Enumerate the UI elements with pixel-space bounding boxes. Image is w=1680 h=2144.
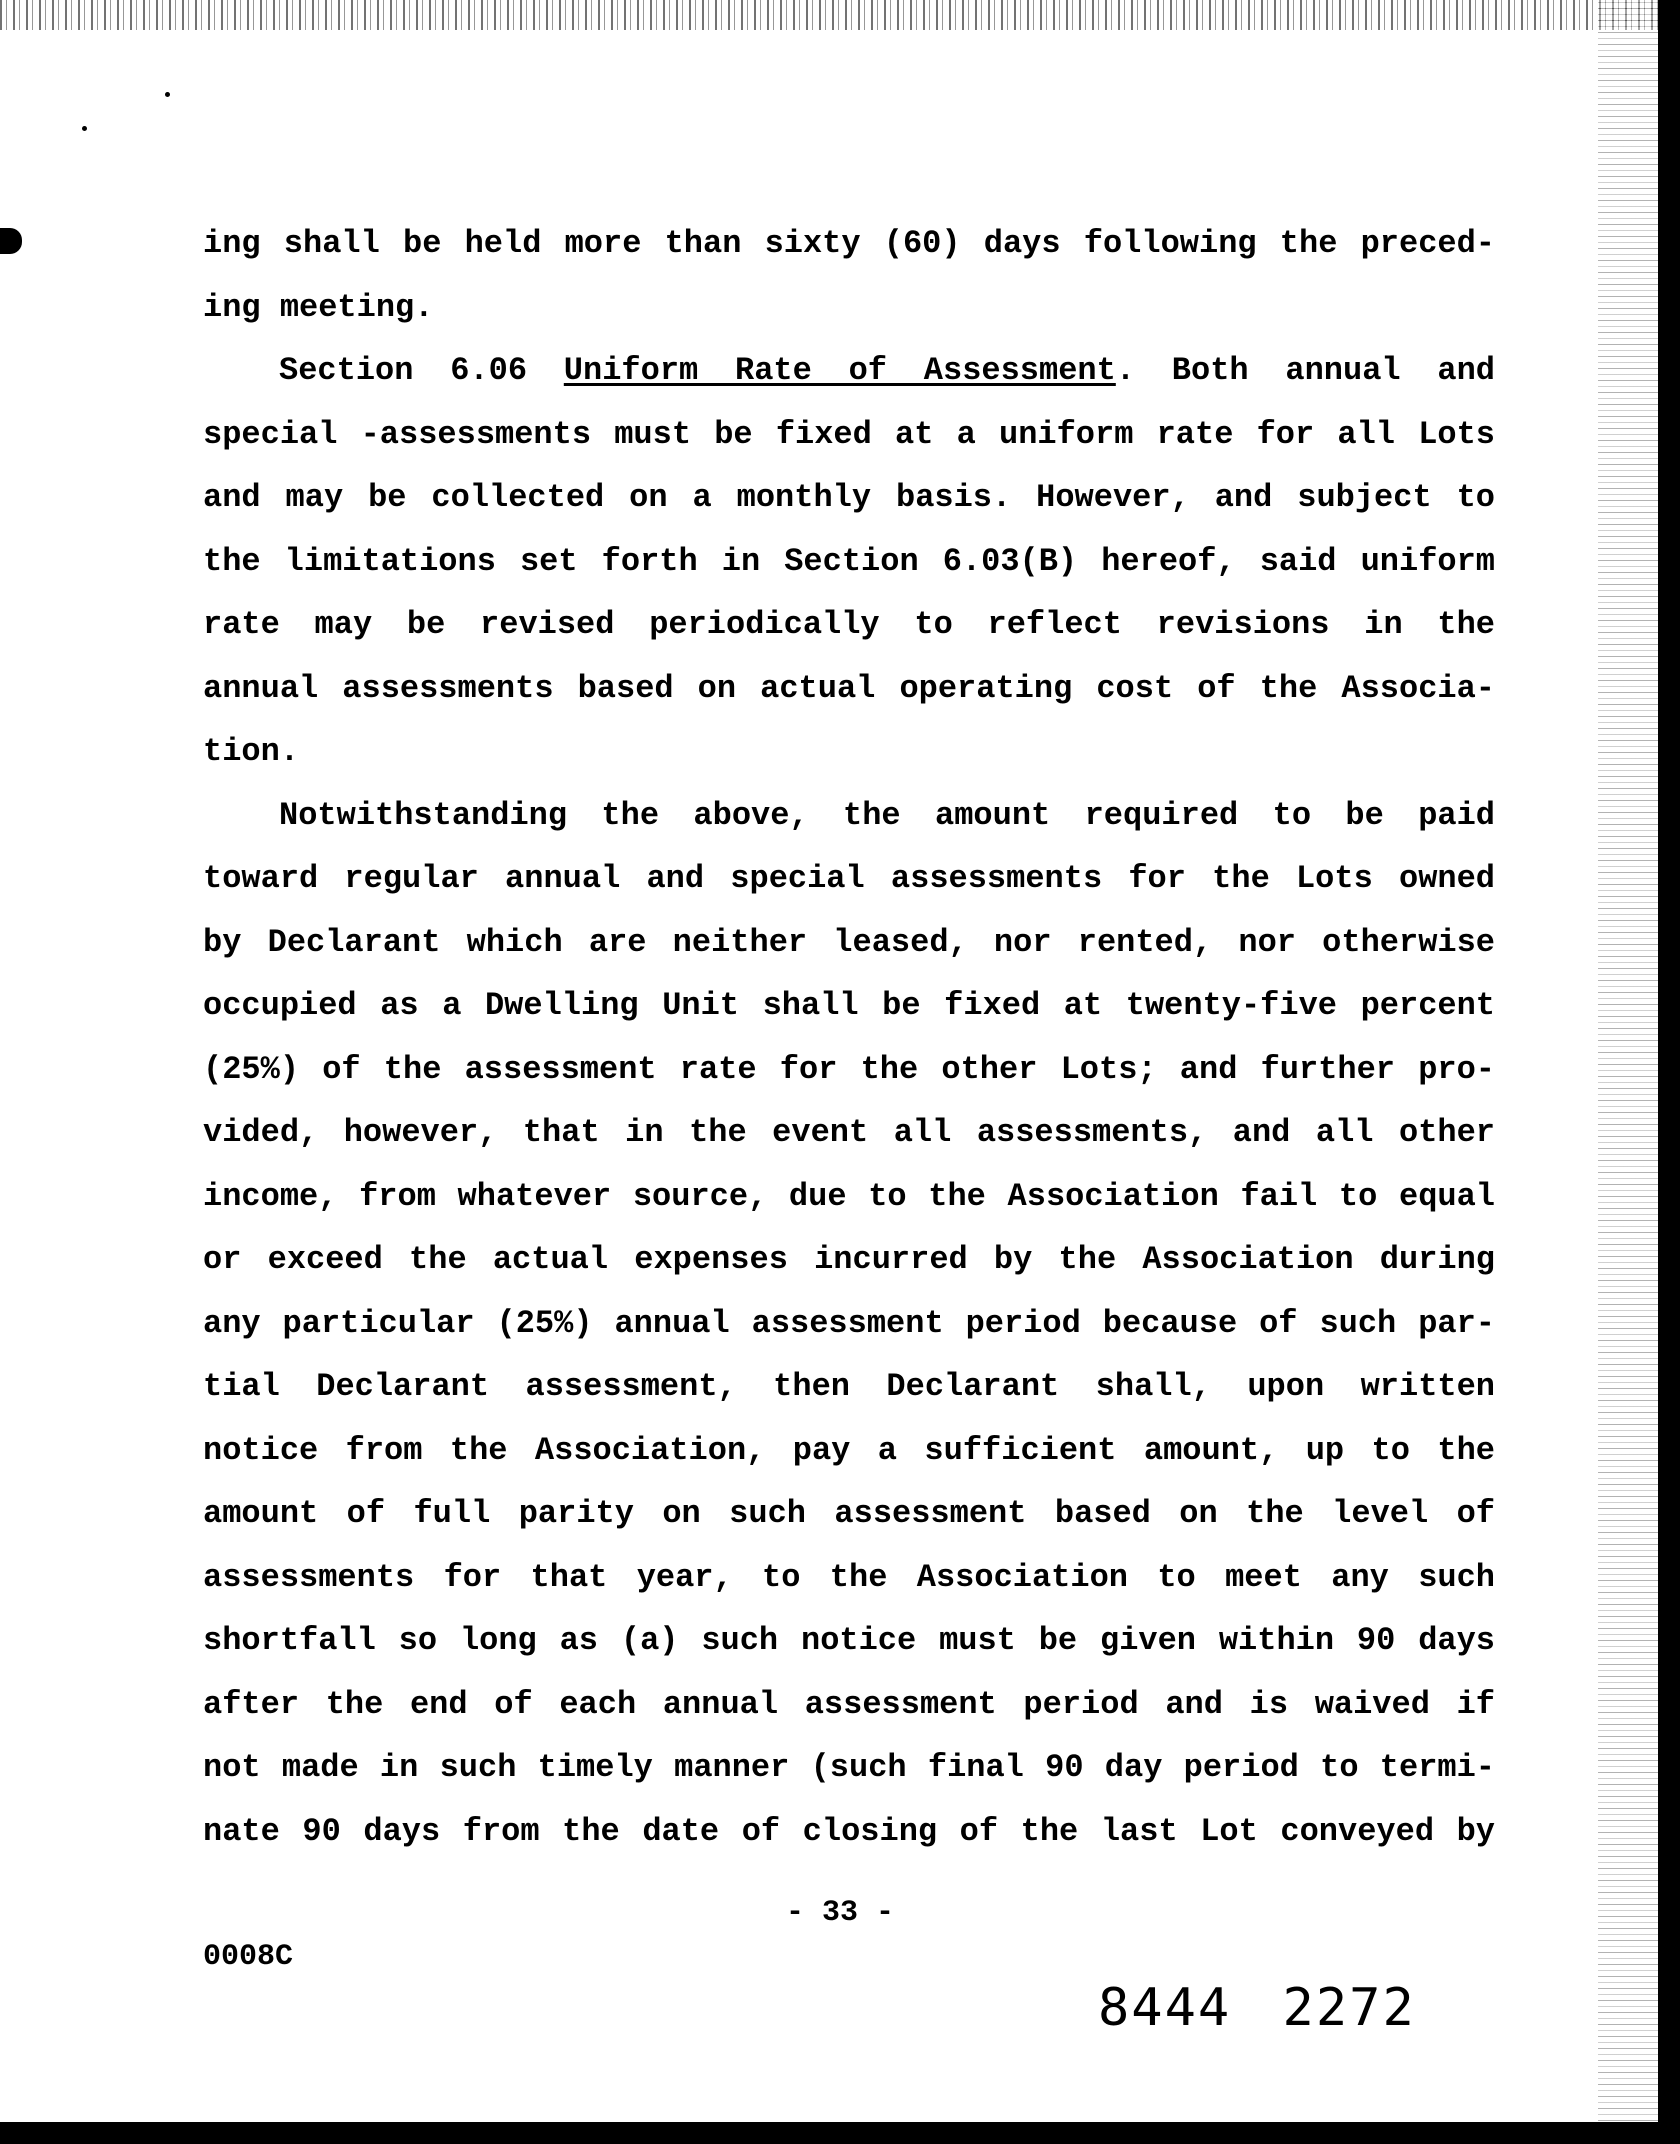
text-line: tial Declarant assessment, then Declarant shall, upon written	[203, 1368, 1495, 1405]
text-line: tion.	[203, 733, 300, 770]
text-line: ing meeting.	[203, 288, 434, 326]
text-line: notice from the Association, pay a sufficient amount, up to the	[203, 1431, 1495, 1469]
section-heading-line	[203, 339, 1495, 403]
scan-speck	[165, 92, 170, 97]
section-number: Section 6.06	[279, 352, 564, 389]
scan-speck	[82, 126, 87, 131]
document-code: 0008C	[203, 1940, 294, 1974]
text-line: amount of full parity on such assessment based on the level of	[203, 1495, 1495, 1532]
section-title: Uniform Rate of Assessment	[563, 352, 1116, 389]
record-stamp-number: 8444 2272	[1098, 1978, 1416, 2038]
scan-border-right	[1658, 0, 1680, 2144]
scan-noise-right	[1598, 0, 1658, 2144]
text-line: special -assessments must be fixed at a uniform rate for all Lots	[203, 415, 1495, 453]
text-line: toward regular annual and special assessments for the Lots owned	[203, 860, 1495, 897]
text-line: occupied as a Dwelling Unit shall be fixed at twenty-five percent	[203, 987, 1495, 1024]
text-line: annual assessments based on actual operating cost of the Associa-	[203, 669, 1495, 707]
text-line: after the end of each annual assessment period and is waived if	[203, 1685, 1495, 1723]
text-line: nate 90 days from the date of closing of the last Lot conveyed by	[203, 1812, 1495, 1850]
text-line: by Declarant which are neither leased, nor rented, nor otherwise	[203, 923, 1495, 961]
scan-noise-top	[0, 0, 1680, 30]
text-line: rate may be revised periodically to reflect revisions in the	[203, 606, 1495, 643]
text-line: shortfall so long as (a) such notice must be given within 90 days	[203, 1622, 1495, 1659]
text-line: assessments for that year, to the Association to meet any such	[203, 1558, 1495, 1596]
scan-mark-left	[0, 228, 22, 254]
text-line: any particular (25%) annual assessment period because of such par-	[203, 1304, 1495, 1342]
text-line: or exceed the actual expenses incurred by the Association during	[203, 1241, 1495, 1278]
text-line: ing shall be held more than sixty (60) days following the preced-	[203, 225, 1495, 262]
text-line: vided, however, that in the event all assessments, and all other	[203, 1114, 1495, 1151]
text-line: not made in such timely manner (such final 90 day period to termi-	[203, 1749, 1495, 1786]
section-heading-tail: . Both annual and	[1115, 352, 1495, 389]
body-text	[203, 212, 1495, 1863]
text-line: the limitations set forth in Section 6.03(B) hereof, said uniform	[203, 542, 1495, 580]
text-line: Notwithstanding the above, the amount required to be paid	[279, 796, 1495, 834]
scan-border-bottom	[0, 2122, 1680, 2144]
page-number: - 33 -	[785, 1896, 895, 1930]
text-line: and may be collected on a monthly basis. However, and subject to	[203, 479, 1495, 516]
text-line: (25%) of the assessment rate for the other Lots; and further pro-	[203, 1050, 1495, 1088]
text-line: income, from whatever source, due to the Association fail to equal	[203, 1177, 1495, 1215]
